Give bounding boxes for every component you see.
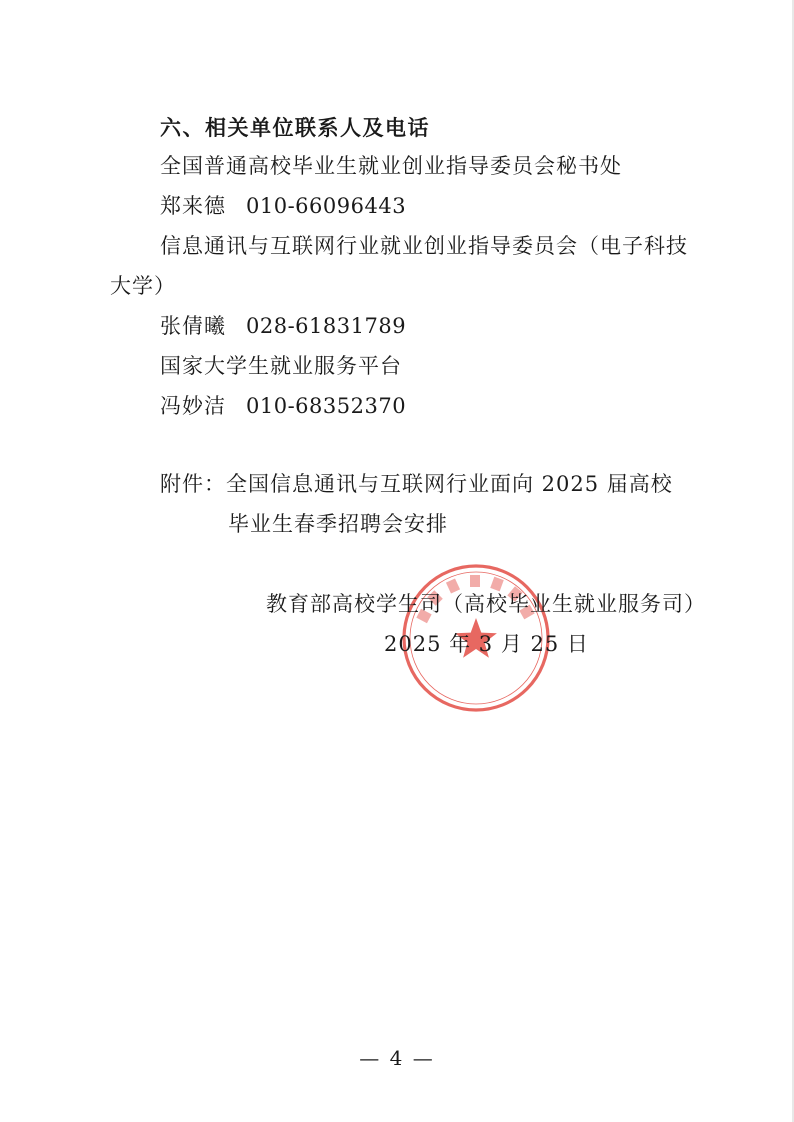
contact-phone-1: 010-66096443 — [246, 194, 407, 218]
contact-name-3: 冯妙洁 — [160, 394, 226, 418]
contact-org-3: 国家大学生就业服务平台 — [160, 354, 402, 378]
contact-name-1: 郑来德 — [160, 194, 226, 218]
contact-org-1: 全国普通高校毕业生就业创业指导委员会秘书处 — [160, 154, 622, 178]
contact-org-2-line1: 信息通讯与互联网行业就业创业指导委员会（电子科技 — [160, 234, 688, 258]
contact-phone-2: 028-61831789 — [246, 314, 407, 338]
contact-row-3 — [160, 392, 406, 420]
contact-row-2 — [160, 312, 406, 340]
attachment-line-2: 毕业生春季招聘会安排 — [228, 512, 448, 536]
page-number: — 4 — — [359, 1046, 435, 1070]
section-heading: 六、相关单位联系人及电话 — [160, 116, 430, 140]
contact-org-2-line2: 大学） — [110, 274, 176, 298]
contact-row-1 — [160, 192, 406, 220]
attachment-line-1: 附件：全国信息通讯与互联网行业面向 2025 届高校 — [160, 472, 673, 496]
contact-name-2: 张倩曦 — [160, 314, 226, 338]
issuer-signature: 教育部高校学生司（高校毕业生就业服务司） — [266, 592, 706, 616]
issue-date: 2025 年 3 月 25 日 — [384, 632, 589, 656]
contact-phone-3: 010-68352370 — [246, 394, 407, 418]
